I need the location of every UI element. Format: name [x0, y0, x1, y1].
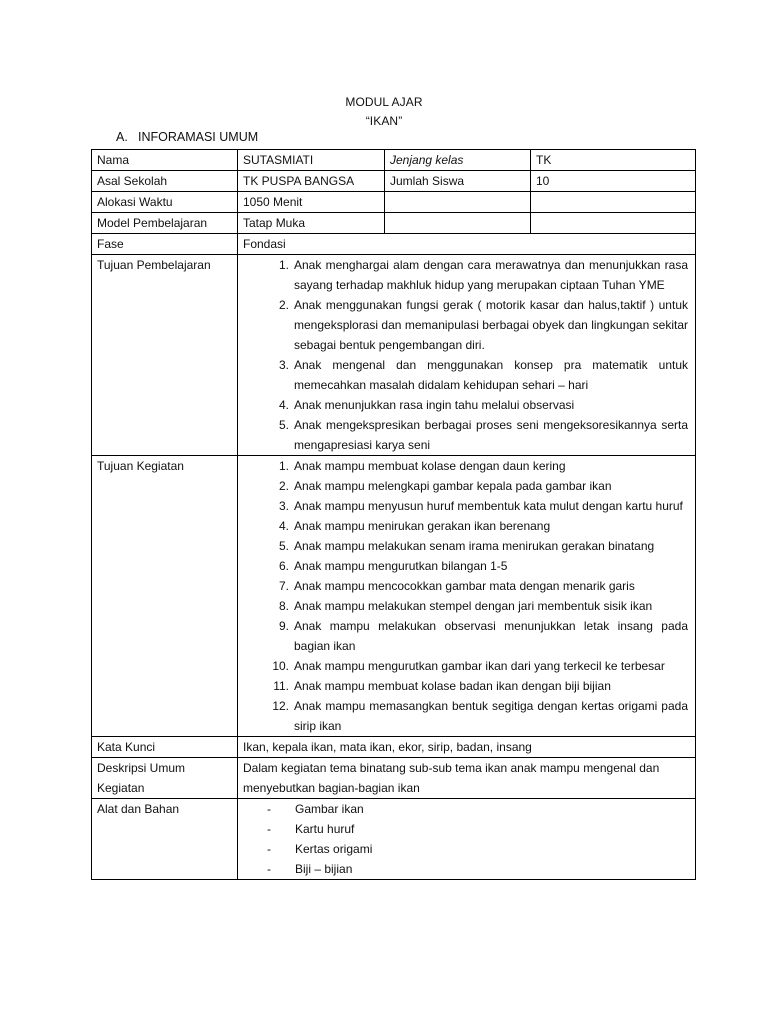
list-item-text: Anak menunjukkan rasa ingin tahu melalui observasi: [294, 398, 575, 412]
row-label: Alokasi Waktu: [92, 192, 238, 213]
list-item-number: 5.: [278, 539, 289, 553]
table-row-asal: [92, 171, 696, 192]
list-item-text: Kartu huruf: [295, 822, 355, 836]
table-row-tujuan-kegiatan: [92, 456, 696, 737]
table-row-tujuan-pembelajaran: [92, 255, 696, 456]
dash-bullet: -: [267, 862, 271, 876]
list-item: [243, 799, 690, 819]
list-item: [243, 516, 690, 536]
row-label: Tujuan Kegiatan: [92, 456, 238, 737]
row-label: Fase: [92, 234, 238, 255]
dash-bullet: -: [267, 822, 271, 836]
list-item: [243, 819, 690, 839]
row-value: SUTASMIATI: [238, 150, 385, 171]
section-heading: [116, 130, 258, 144]
list-item-number: 11.: [273, 679, 289, 693]
list-item-text: Gambar ikan: [295, 802, 364, 816]
list-item: [243, 295, 690, 355]
list-item: [243, 456, 690, 476]
list-item-text: Anak mampu melakukan observasi menunjukkan letak insang pada bagian ikan: [294, 619, 688, 653]
list-item-text: Anak mampu menirukan gerakan ikan berenang: [294, 519, 551, 533]
list-item: [243, 395, 690, 415]
table-row-deskripsi: [92, 758, 696, 799]
list-item: [243, 355, 690, 395]
empty-cell: [385, 192, 531, 213]
list-item-text: Anak mampu mengurutkan gambar ikan dari yang terkecil ke terbesar: [294, 659, 665, 673]
list-item: [243, 696, 690, 736]
table-row-model: [92, 213, 696, 234]
list-item-text: Biji – bijian: [295, 862, 353, 876]
list-item-text: Anak mampu melengkapi gambar kepala pada gambar ikan: [294, 479, 612, 493]
list-item-text: Anak mampu mencocokkan gambar mata dengan menarik garis: [294, 579, 635, 593]
row-value: 1050 Menit: [238, 192, 385, 213]
list-item-text: Anak mampu melakukan senam irama menirukan gerakan binatang: [294, 539, 655, 553]
list-item: [243, 415, 690, 455]
row-value: TK: [531, 150, 696, 171]
list-item-number: 9.: [278, 619, 289, 633]
list-item-number: 7.: [278, 579, 289, 593]
row-value: Dalam kegiatan tema binatang sub-sub tema ikan anak mampu mengenal dan menyebutkan bagian-bagian ikan: [238, 758, 696, 799]
document-subtitle: “IKAN”: [365, 114, 403, 128]
row-label: Jumlah Siswa: [385, 171, 531, 192]
list-item-number: 6.: [278, 559, 289, 573]
list-item: [243, 676, 690, 696]
row-label: Jenjang kelas: [385, 150, 531, 171]
alat-bahan-list: [243, 799, 690, 879]
table-row-kata-kunci: [92, 737, 696, 758]
row-label: Kata Kunci: [92, 737, 238, 758]
row-label: Alat dan Bahan: [92, 799, 238, 880]
row-value: [238, 799, 696, 880]
list-item-number: 2.: [278, 479, 289, 493]
list-item-number: 4.: [278, 519, 289, 533]
row-label: Model Pembelajaran: [92, 213, 238, 234]
row-value: Ikan, kepala ikan, mata ikan, ekor, sirip, badan, insang: [238, 737, 696, 758]
list-item-number: 1.: [278, 258, 289, 272]
section-label: INFORAMASI UMUM: [138, 130, 259, 144]
list-item: [243, 656, 690, 676]
list-item-number: 1.: [278, 459, 289, 473]
tujuan-kegiatan-list: [243, 456, 690, 736]
list-item-number: 8.: [278, 599, 289, 613]
table-row-alokasi: [92, 192, 696, 213]
list-item: [243, 616, 690, 656]
list-item-text: Anak menggunakan fungsi gerak ( motorik kasar dan halus,taktif ) untuk mengeksplorasi dan memanipulasi berbagai obyek dan lingkungan sekitar sebagai bentuk pengembangan diri.: [294, 298, 688, 352]
list-item-text: Anak mampu membuat kolase badan ikan dengan biji bijian: [294, 679, 611, 693]
list-item: [243, 596, 690, 616]
dash-bullet: -: [267, 842, 271, 856]
list-item-number: 4.: [278, 398, 289, 412]
row-value: 10: [531, 171, 696, 192]
list-item: [243, 576, 690, 596]
table-row-nama: [92, 150, 696, 171]
list-item-text: Anak mampu memasangkan bentuk segitiga dengan kertas origami pada sirip ikan: [294, 699, 688, 733]
list-item-number: 2.: [278, 298, 289, 312]
list-item: [243, 536, 690, 556]
document-title: MODUL AJAR: [345, 95, 423, 109]
list-item-text: Anak mengenal dan menggunakan konsep pra matematik untuk memecahkan masalah didalam kehidupan sehari – hari: [294, 358, 688, 392]
list-item-text: Anak mampu menyusun huruf membentuk kata mulut dengan kartu huruf: [294, 499, 683, 513]
row-value: [238, 456, 696, 737]
list-item-text: Kertas origami: [295, 842, 373, 856]
row-value: [238, 255, 696, 456]
list-item: [243, 556, 690, 576]
list-item-text: Anak mampu membuat kolase dengan daun kering: [294, 459, 566, 473]
list-item: [243, 859, 690, 879]
list-item-number: 12.: [272, 699, 289, 713]
list-item-text: Anak mampu mengurutkan bilangan 1-5: [294, 559, 508, 573]
info-table: [91, 149, 696, 880]
row-value: Tatap Muka: [238, 213, 385, 234]
row-label: Deskripsi Umum Kegiatan: [92, 758, 238, 799]
empty-cell: [385, 213, 531, 234]
list-item: [243, 839, 690, 859]
empty-cell: [531, 213, 696, 234]
empty-cell: [531, 192, 696, 213]
row-label: Nama: [92, 150, 238, 171]
row-value: TK PUSPA BANGSA: [238, 171, 385, 192]
row-label: Tujuan Pembelajaran: [92, 255, 238, 456]
list-item-number: 3.: [278, 499, 289, 513]
row-value: Fondasi: [238, 234, 696, 255]
list-item: [243, 255, 690, 295]
table-row-alat: [92, 799, 696, 880]
dash-bullet: -: [267, 802, 271, 816]
list-item: [243, 496, 690, 516]
list-item-text: Anak mampu melakukan stempel dengan jari membentuk sisik ikan: [294, 599, 653, 613]
list-item-number: 3.: [278, 358, 289, 372]
section-letter: A.: [116, 130, 128, 144]
list-item-number: 10.: [272, 659, 289, 673]
tujuan-pembelajaran-list: [243, 255, 690, 455]
list-item-number: 5.: [278, 418, 289, 432]
row-label: Asal Sekolah: [92, 171, 238, 192]
list-item-text: Anak menghargai alam dengan cara merawatnya dan menunjukkan rasa sayang terhadap makhluk hidup yang merupakan ciptaan Tuhan YME: [294, 258, 688, 292]
table-row-fase: [92, 234, 696, 255]
list-item: [243, 476, 690, 496]
list-item-text: Anak mengekspresikan berbagai proses seni mengeksoresikannya serta mengapresiasi karya seni: [294, 418, 688, 452]
